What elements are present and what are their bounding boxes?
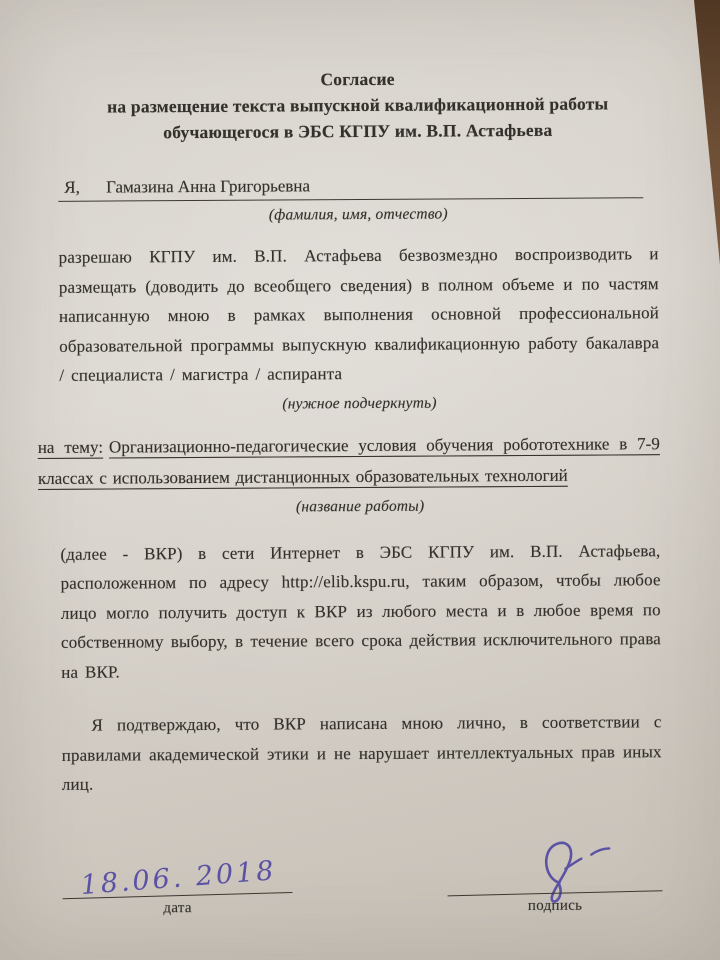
title-line-2: на размещение текста выпускной квалификационной работы xyxy=(107,93,609,117)
declarant-name-line xyxy=(58,174,643,202)
signature-label: подпись xyxy=(527,897,583,914)
vkr-paragraph: (далее - ВКР) в сети Интернет в ЭБС КГПУ им. В.П. Астафьева, расположенном по адресу http://elib.kspu.ru, таким образом, чтобы любое лицо могло получить доступ к ВКР из любого места и в любое время по собственному выбору, в течение всего срока действия исключительного права на ВКР. xyxy=(60,540,662,682)
topic-label: на тему: xyxy=(37,437,104,457)
date-block xyxy=(62,854,292,917)
topic-title: Организационно-педагогические условия обучения робототехнике в 7-9 классах с использованием дистанционных образовательных технологий xyxy=(37,433,660,488)
permission-paragraph: разрешаю КГПУ им. В.П. Астафьева безвозмездно воспроизводить и размещать (доводить до всеобщего сведения) в полном объеме и по частям написанную мною в рамках выполнения основной профессиональной образовательной программы выпускную квалификационную работу бакалавра / специалиста / магистра / аспиранта xyxy=(58,244,660,385)
declarant-prefix: Я, xyxy=(64,177,80,197)
name-caption: (фамилия, имя, отчество) xyxy=(268,205,448,224)
handwritten-date: 18.06. 2018 xyxy=(79,854,278,901)
signing-area xyxy=(62,838,662,918)
document-title xyxy=(57,64,657,146)
date-label: дата xyxy=(163,899,192,916)
topic-caption: (название работы) xyxy=(295,497,425,515)
title-line-1: Согласие xyxy=(320,68,395,90)
confirmation-paragraph: Я подтверждаю, что ВКР написана мною лично, в соответствии с правилами академической этики и не нарушает интеллектуальных прав иных лиц. xyxy=(61,712,662,794)
thesis-topic-line xyxy=(38,428,660,494)
signature-block xyxy=(447,838,662,915)
underline-instruction: (нужное подчеркнуть) xyxy=(282,394,437,412)
title-line-3: обучающегося в ЭБС КГПУ им. В.П. Астафьева xyxy=(163,119,553,143)
declarant-name: Гамазина Анна Григорьевна xyxy=(105,176,311,197)
